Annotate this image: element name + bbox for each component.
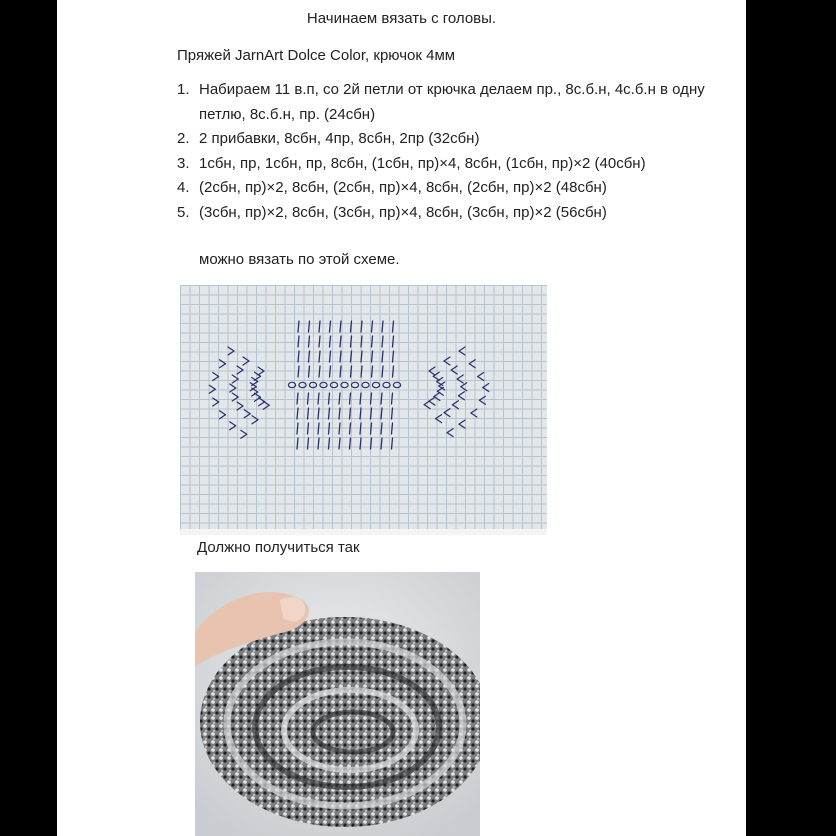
chain-stitch [393,382,400,387]
stitch-mark [350,408,351,419]
stitch-mark [444,361,450,365]
stitch-mark [230,422,236,426]
stitch-mark [232,397,238,401]
pattern-steps [177,78,737,225]
stitch-mark [447,429,453,433]
step-number: 4. [177,179,190,196]
stitch-mark [228,347,234,351]
stitch-mark [452,405,458,409]
stitch-mark [471,413,477,417]
crochet-diagram [180,285,547,535]
stitch-mark [458,392,464,396]
stitch-mark [318,408,319,419]
stitch-mark [237,366,243,370]
step-text: Набираем 11 в.п, со 2й петли от крючка делаем пр., 8с.б.н, 4с.б.н в одну петлю, 8с.б.н, пр. (24сбн) [199,81,705,123]
stitch-mark [252,416,258,420]
stitch-mark [339,438,340,449]
stitch-mark [298,366,299,377]
stitch-mark [471,409,477,413]
stitch-mark [350,438,351,449]
stitch-mark [298,336,299,347]
stitch-mark [361,321,362,332]
stitch-mark [382,351,383,362]
stitch-mark [483,384,489,388]
stitch-mark [479,400,485,404]
stitch-mark [209,389,215,393]
stitch-mark [340,321,341,332]
stitch-mark [298,321,299,332]
crochet-scheme-photo [180,285,547,535]
stitch-mark [220,415,226,419]
step-text: (3сбн, пр)×2, 8сбн, (3сбн, пр)×4, 8сбн, (3сбн, пр)×2 (56сбн) [199,203,607,221]
stitch-mark [392,408,393,419]
chain-stitch [341,382,348,387]
chain-stitch [309,382,316,387]
chain-stitch [299,382,306,387]
stitch-mark [458,396,464,400]
stitch-mark [434,393,440,397]
stitch-mark [220,411,226,415]
stitch-mark [298,351,299,362]
stitch-mark [230,426,236,430]
stitch-mark [393,366,394,377]
stitch-mark [433,376,439,380]
stitch-mark [319,351,320,362]
stitch-mark [451,366,457,370]
stitch-mark [319,321,320,332]
stitch-mark [372,336,373,347]
stitch-mark [308,438,309,449]
stitch-mark [330,366,331,377]
stitch-mark [469,360,475,364]
stitch-mark [452,401,458,405]
stitch-mark [232,375,238,379]
stitch-mark [339,423,340,434]
stitch-mark [361,336,362,347]
step-item [177,78,737,127]
chain-stitch [288,382,295,387]
stitch-mark [329,438,330,449]
stitch-mark [319,336,320,347]
stitch-mark [360,438,361,449]
stitch-mark [372,366,373,377]
stitch-mark [241,434,247,438]
stitch-mark [213,398,219,402]
stitch-mark [360,393,361,404]
stitch-mark [228,351,234,355]
stitch-mark [381,423,382,434]
stitch-mark [232,379,238,383]
stitch-mark [461,387,467,391]
step-number: 1. [177,81,190,98]
stitch-mark [244,414,250,418]
stitch-mark [444,357,450,361]
stitch-mark [381,408,382,419]
step-number: 3. [177,154,190,172]
step-item [177,152,737,177]
step-number: 5. [177,203,190,221]
stitch-mark [436,415,442,419]
stitch-mark [263,405,269,409]
stitch-mark [350,393,351,404]
stitch-mark [424,401,430,405]
stitch-mark [340,336,341,347]
stitch-mark [258,371,264,375]
stitch-mark [371,408,372,419]
stitch-mark [393,321,394,332]
stitch-mark [252,420,258,424]
stitch-mark [230,384,236,388]
stitch-mark [351,366,352,377]
stitch-mark [252,388,258,392]
stitch-mark [230,388,236,392]
document-page [57,0,746,836]
stitch-mark [244,410,250,414]
stitch-mark [329,423,330,434]
stitch-mark [459,420,465,424]
stitch-mark [318,423,319,434]
stitch-mark [241,430,247,434]
stitch-mark [459,351,465,355]
chain-stitch [362,382,369,387]
stitch-mark [297,393,298,404]
stitch-mark [392,393,393,404]
stitch-mark [361,351,362,362]
chain-stitch [383,382,390,387]
stitch-mark [478,377,484,381]
stitch-mark [243,357,249,361]
stitch-mark [318,438,319,449]
stitch-mark [459,347,465,351]
crocheted-oval-photo [195,572,480,836]
stitch-mark [381,438,382,449]
stitch-mark [479,396,485,400]
stitch-mark [478,373,484,377]
stitch-mark [232,393,238,397]
stitch-mark [381,393,382,404]
stitch-mark [340,366,341,377]
stitch-mark [469,364,475,368]
stitch-mark [382,321,383,332]
stitch-mark [309,336,310,347]
stitch-mark [213,402,219,406]
chain-stitch [351,382,358,387]
step-item [177,201,737,226]
stitch-mark [339,393,340,404]
stitch-mark [371,393,372,404]
stitch-mark [459,424,465,428]
scheme-note: можно вязать по этой схеме. [199,251,400,268]
stitch-mark [330,321,331,332]
step-text: 1сбн, пр, 1сбн, пр, 8сбн, (1сбн, пр)×4, 8сбн, (1сбн, пр)×2 (40сбн) [199,154,646,172]
result-label: Должно получиться так [197,539,360,556]
stitch-mark [330,336,331,347]
stitch-mark [297,438,298,449]
stitch-mark [461,383,467,387]
stitch-mark [444,409,450,413]
stitch-mark [309,321,310,332]
stitch-mark [237,402,243,406]
stitch-mark [319,366,320,377]
stitch-mark [371,423,372,434]
stitch-mark [308,408,309,419]
stitch-mark [457,379,463,383]
stitch-mark [382,366,383,377]
step-item [177,176,737,201]
stitch-mark [451,370,457,374]
stitch-mark [393,351,394,362]
stitch-mark [372,351,373,362]
stitch-mark [243,361,249,365]
stitch-mark [429,401,435,405]
stitch-mark [447,433,453,437]
step-item [177,127,737,152]
stitch-mark [393,336,394,347]
stitch-mark [392,423,393,434]
stitch-mark [213,373,219,377]
stitch-mark [330,351,331,362]
stitch-mark [360,408,361,419]
stitch-mark [361,366,362,377]
stitch-mark [360,423,361,434]
stitch-mark [382,336,383,347]
stitch-mark [437,387,443,391]
stitch-mark [436,419,442,423]
stitch-mark [372,321,373,332]
stitch-mark [255,393,261,397]
crochet-result-image [195,572,480,836]
stitch-mark [308,393,309,404]
stitch-mark [429,367,435,371]
stitch-mark [309,351,310,362]
stitch-mark [237,406,243,410]
stitch-mark [258,367,264,371]
stitch-mark [308,423,309,434]
stitch-mark [209,385,215,389]
stitch-mark [220,364,226,368]
stitch-mark [392,438,393,449]
stitch-mark [444,413,450,417]
stitch-mark [351,336,352,347]
stitch-mark [329,408,330,419]
chain-stitch [372,382,379,387]
chain-stitch [330,382,337,387]
stitch-mark [424,405,430,409]
step-number: 2. [177,130,190,147]
stitch-mark [340,351,341,362]
stitch-mark [429,371,435,375]
paper-edge [180,529,547,535]
yarn-subtitle: Пряжей JarnArt Dolce Color, крючок 4мм [177,47,456,64]
stitch-mark [350,423,351,434]
stitch-mark [213,377,219,381]
stitch-mark [351,351,352,362]
stitch-mark [351,321,352,332]
step-text: (2сбн, пр)×2, 8сбн, (2сбн, пр)×4, 8сбн, (2сбн, пр)×2 (48сбн) [199,179,607,196]
stitch-mark [297,423,298,434]
stitch-mark [220,360,226,364]
stitch-mark [318,393,319,404]
stitch-mark [263,401,269,405]
stitch-mark [237,370,243,374]
stitch-mark [483,388,489,392]
stitch-mark [259,402,265,406]
stitch-mark [457,375,463,379]
page-title: Начинаем вязать с головы. [306,10,497,27]
stitch-mark [329,393,330,404]
stitch-mark [371,438,372,449]
stitch-mark [309,366,310,377]
chain-stitch [320,382,327,387]
step-text: 2 прибавки, 8сбн, 4пр, 8сбн, 2пр (32сбн) [199,130,480,147]
stitch-mark [339,408,340,419]
stitch-mark [297,408,298,419]
